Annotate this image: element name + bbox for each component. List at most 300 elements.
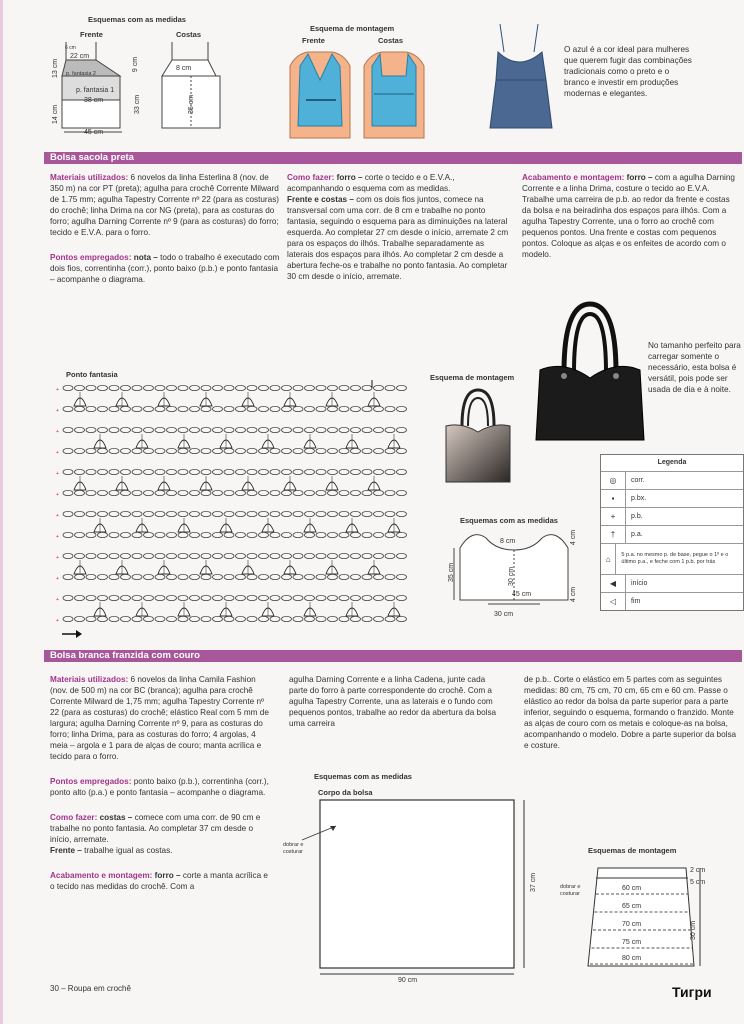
chain-stitch (305, 616, 315, 621)
legend-label: 5 p.a. no mesmo p. de base, pegue o 1º e o último p.a., e feche com 1 p.b. por trás (621, 552, 729, 565)
chain-stitch (351, 448, 361, 453)
chain-stitch (362, 574, 372, 579)
chain-stitch (144, 385, 154, 390)
chain-stitch (316, 616, 326, 621)
chain-stitch (178, 532, 188, 537)
chain-stitch (351, 553, 361, 558)
legend-symbol-icon: ◁ (601, 593, 626, 610)
chain-stitch (155, 469, 165, 474)
chain-stitch (155, 511, 165, 516)
chain-stitch (374, 574, 384, 579)
chain-stitch (121, 511, 131, 516)
section1-title: Bolsa sacola preta (44, 152, 742, 164)
chain-stitch (213, 511, 223, 516)
chain-stitch (86, 511, 96, 516)
chain-stitch (328, 616, 338, 621)
chain-stitch (155, 553, 165, 558)
legend-table (600, 454, 744, 611)
chain-stitch (339, 532, 349, 537)
chain-stitch (385, 595, 395, 600)
blue-top-caption: O azul é a cor ideal para mulheres que querem fugir das combinações tradicionais como o preto e o branco e investir em produções modernas e elegantes. (564, 45, 692, 98)
chain-stitch (224, 385, 234, 390)
chain-stitch (121, 427, 131, 432)
chain-stitch (98, 532, 108, 537)
chain-stitch (109, 553, 119, 558)
chain-stitch (213, 574, 223, 579)
chain-stitch (397, 595, 407, 600)
s2-m-30: 30 cm (690, 920, 698, 941)
chain-stitch (63, 406, 73, 411)
s2-assembly-diagram (560, 858, 740, 976)
chain-stitch (259, 532, 269, 537)
chain-stitch (316, 406, 326, 411)
tank-assembly-mannequins (286, 46, 426, 146)
chain-stitch (190, 595, 200, 600)
chain-stitch (132, 385, 142, 390)
legend-label: p.bx. (631, 495, 647, 502)
chain-stitch (155, 448, 165, 453)
chain-stitch (167, 574, 177, 579)
s2-body-diagram (280, 796, 530, 980)
chain-stitch (201, 406, 211, 411)
s2-acab-label: Acabamento e montagem: (50, 871, 153, 880)
chain-stitch (224, 427, 234, 432)
chain-stitch (86, 532, 96, 537)
chain-stitch (144, 490, 154, 495)
chain-stitch (213, 427, 223, 432)
chain-stitch (328, 406, 338, 411)
chain-stitch (316, 553, 326, 558)
chain-stitch (109, 406, 119, 411)
chain-stitch (167, 553, 177, 558)
chain-stitch (362, 448, 372, 453)
s1-pontos-label: Pontos empregados: (50, 253, 132, 262)
elastic-label: 80 cm (622, 955, 642, 962)
chain-stitch (144, 406, 154, 411)
chain-stitch (132, 511, 142, 516)
chain-stitch (247, 448, 257, 453)
chain-stitch (167, 448, 177, 453)
legend-symbol-icon: + (601, 508, 626, 525)
chain-stitch (351, 532, 361, 537)
legend-row (601, 507, 743, 525)
bm-8: 8 cm (500, 538, 516, 545)
chain-stitch (178, 427, 188, 432)
chain-stitch (155, 595, 165, 600)
chain-stitch (63, 616, 73, 621)
chain-stitch (75, 616, 85, 621)
chain-stitch (339, 427, 349, 432)
chain-stitch (282, 427, 292, 432)
chain-stitch (362, 595, 372, 600)
s1-pontos-nota: nota – (133, 253, 158, 262)
chain-stitch (63, 553, 73, 558)
chain-stitch (374, 448, 384, 453)
chain-stitch (178, 616, 188, 621)
m-14: 14 cm (52, 104, 60, 125)
chain-stitch (132, 616, 142, 621)
chain-stitch (201, 385, 211, 390)
chain-stitch (224, 595, 234, 600)
s1-como-label: Como fazer: (287, 173, 335, 182)
chain-stitch (282, 574, 292, 579)
s2-col3-text: de p.b.. Corte o elástico em 5 partes com as seguintes medidas: 80 cm, 75 cm, 70 cm, 65 cm e 60 cm. Passe o elástico ao redor da bolsa da parte superior para a parte inferior, seguindo o esquema, formando o franzido. Monte as alças de couro com os metais e coloque-as na bolsa, acompanhando o modelo. Dobre a parte superior da bolsa e costure. (524, 675, 737, 750)
chain-stitch (293, 469, 303, 474)
section2-title: Bolsa branca franzida com couro (44, 650, 742, 662)
chain-stitch (155, 490, 165, 495)
s1-como-forro: forro – (336, 173, 363, 182)
legend-symbol-icon: ▪ (601, 490, 626, 507)
chain-stitch (86, 616, 96, 621)
tank-back-label: Costas (176, 30, 202, 39)
s2-m-5: 5 cm (690, 879, 706, 886)
chain-stitch (305, 595, 315, 600)
s2-frente-label: Frente – (50, 846, 82, 855)
chain-stitch (178, 553, 188, 558)
chain-stitch (201, 553, 211, 558)
chain-stitch (385, 406, 395, 411)
s1-mat-text: 6 novelos da linha Esterlina 8 (nov. de 350 m) na cor PT (preta); agulha para crochê Corrente Milward de 1.75 mm; agulha Tapestry Corrente nº 22 (para as costuras) do crochê; linha Drima na cor NG (preta), para as costuras do forro; agulha Darning Corrente nº 9 (para as costuras) do forro; tecido e E.V.A. para o forro. (50, 173, 280, 237)
chain-stitch (351, 511, 361, 516)
tank-assembly-back: Costas (378, 36, 404, 45)
chain-stitch (98, 553, 108, 558)
chain-stitch (305, 406, 315, 411)
chain-stitch (144, 469, 154, 474)
s1-como-text1: corte o tecido e o E.V.A., acompanhando o esquema com as medidas. (287, 173, 455, 193)
chain-stitch (190, 616, 200, 621)
chain-stitch (201, 511, 211, 516)
legend-symbol-icon: † (601, 526, 626, 543)
chain-stitch (213, 448, 223, 453)
chain-stitch (362, 427, 372, 432)
chain-stitch (305, 469, 315, 474)
chain-stitch (316, 427, 326, 432)
chain-stitch (201, 595, 211, 600)
chain-stitch (190, 448, 200, 453)
chain-stitch (144, 511, 154, 516)
chain-stitch (328, 574, 338, 579)
chain-stitch (178, 511, 188, 516)
chain-stitch (397, 406, 407, 411)
legend-label: p.b. (631, 513, 643, 520)
chain-stitch (270, 469, 280, 474)
chain-stitch (213, 406, 223, 411)
m-22: 22 cm (70, 53, 90, 60)
chain-stitch (236, 595, 246, 600)
chain-stitch (397, 553, 407, 558)
legend-row (601, 471, 743, 489)
chain-stitch (339, 616, 349, 621)
chain-stitch (167, 532, 177, 537)
chain-stitch (259, 385, 269, 390)
chain-stitch (213, 469, 223, 474)
watermark: Тигри (672, 984, 712, 1000)
s1-pontos-text: todo o trabalho é executado com dois fios, correntinha (corr.), ponto baixo (p.b.) e ponto fantasia – acompanhe o diagrama. (50, 253, 280, 284)
row-marker: + (56, 534, 59, 540)
chain-stitch (224, 616, 234, 621)
chain-stitch (201, 490, 211, 495)
chain-stitch (63, 532, 73, 537)
chain-stitch (270, 595, 280, 600)
legend-symbol-icon: ⌂ (601, 544, 616, 574)
chain-stitch (282, 616, 292, 621)
m-13: 13 cm (52, 58, 60, 79)
blue-top-photo (486, 22, 556, 132)
chain-stitch (167, 427, 177, 432)
s2-assembly-title: Esquemas de montagem (588, 846, 677, 855)
chain-stitch (178, 448, 188, 453)
chain-stitch (63, 469, 73, 474)
chain-stitch (374, 385, 384, 390)
s2-mat-text: 6 novelos da linha Camila Fashion (nov. de 500 m) na cor BC (branca); agulha para crochê Corrente Milward de 1,75 mm; agulha Tapestry Corrente nº 22 (para as costuras) do crochê; elástico Real com 5 mm de largura; agulha Darning Corrente nº 9, para as costuras do forro; linha Drima, para as costuras do forro; 4 argolas, 4 meia – argola e 1 para de alças de couro; manta acrílica e tecido para o forro. (50, 675, 269, 761)
chain-stitch (270, 511, 280, 516)
chain-stitch (190, 427, 200, 432)
chain-stitch (328, 595, 338, 600)
chain-stitch (282, 553, 292, 558)
chain-stitch (224, 574, 234, 579)
chain-stitch (305, 385, 315, 390)
chain-stitch (167, 385, 177, 390)
chain-stitch (132, 427, 142, 432)
chain-stitch (293, 595, 303, 600)
chain-stitch (144, 616, 154, 621)
s2-acab-forro: forro – (154, 871, 181, 880)
elastic-label: 75 cm (622, 939, 642, 946)
chain-stitch (155, 574, 165, 579)
s2-m-90: 90 cm (398, 977, 418, 984)
bm-30v: 30 cm (508, 566, 516, 587)
chain-stitch (75, 469, 85, 474)
chain-stitch (190, 574, 200, 579)
chain-stitch (86, 406, 96, 411)
chain-stitch (316, 574, 326, 579)
chain-stitch (316, 595, 326, 600)
s2-pontos-label: Pontos empregados: (50, 777, 132, 786)
chain-stitch (397, 448, 407, 453)
legend-row (601, 525, 743, 543)
chain-stitch (293, 553, 303, 558)
legend-title: Legenda (657, 459, 687, 466)
chain-stitch (132, 448, 142, 453)
chain-stitch (63, 595, 73, 600)
chain-stitch (98, 595, 108, 600)
chain-stitch (316, 511, 326, 516)
chain-stitch (178, 469, 188, 474)
chain-stitch (339, 406, 349, 411)
chain-stitch (236, 511, 246, 516)
chain-stitch (109, 574, 119, 579)
chain-stitch (247, 490, 257, 495)
m-33: 33 cm (134, 94, 142, 115)
chain-stitch (362, 553, 372, 558)
chain-stitch (109, 532, 119, 537)
s2-corpo-label: Corpo da bolsa (318, 788, 373, 797)
chain-stitch (293, 427, 303, 432)
chain-stitch (385, 490, 395, 495)
chain-stitch (316, 385, 326, 390)
chain-stitch (362, 406, 372, 411)
page-edge (0, 0, 3, 1024)
chain-stitch (63, 448, 73, 453)
chain-stitch (293, 406, 303, 411)
chain-stitch (339, 490, 349, 495)
row-marker: + (56, 387, 59, 393)
legend-label: corr. (631, 477, 645, 484)
chain-stitch (293, 574, 303, 579)
chain-stitch (374, 427, 384, 432)
chain-stitch (339, 385, 349, 390)
page-footer: 30 – Roupa em crochê (50, 984, 131, 993)
m-6: 6 cm (65, 45, 76, 51)
chain-stitch (178, 385, 188, 390)
chain-stitch (109, 616, 119, 621)
bag-caption: No tamanho perfeito para carregar somente o necessário, esta bolsa é versátil, pois pode ser usada de dia e à noite. (648, 341, 741, 394)
chain-stitch (224, 406, 234, 411)
chain-stitch (63, 574, 73, 579)
chain-stitch (155, 616, 165, 621)
legend-symbol-icon: ◀ (601, 575, 626, 592)
section2-col1 (50, 674, 274, 900)
chain-stitch (190, 406, 200, 411)
chain-stitch (259, 574, 269, 579)
chain-stitch (270, 385, 280, 390)
chain-stitch (109, 427, 119, 432)
chain-stitch (385, 616, 395, 621)
s2-como-text: comece com uma corr. de 90 cm e trabalhe no ponto fantasia. Ao completar 37 cm desde o início, arremate. (50, 813, 261, 844)
elastic-label: 70 cm (622, 921, 642, 928)
bm-4b: 4 cm (570, 586, 578, 603)
chain-stitch (328, 427, 338, 432)
bm-4a: 4 cm (570, 529, 578, 546)
chain-stitch (374, 406, 384, 411)
chain-stitch (167, 595, 177, 600)
chain-stitch (98, 469, 108, 474)
chain-stitch (270, 490, 280, 495)
elastic-label: 60 cm (622, 885, 642, 892)
chain-stitch (75, 574, 85, 579)
chain-stitch (270, 406, 280, 411)
chain-stitch (236, 406, 246, 411)
chain-stitch (351, 427, 361, 432)
chain-stitch (259, 406, 269, 411)
tank-measures-title: Esquemas com as medidas (88, 15, 186, 24)
chain-stitch (167, 616, 177, 621)
chain-stitch (109, 595, 119, 600)
chain-stitch (351, 595, 361, 600)
chain-stitch (109, 448, 119, 453)
chain-stitch (75, 490, 85, 495)
s2-dobrar2: dobrar e costurar (560, 884, 581, 897)
chain-stitch (98, 427, 108, 432)
chain-stitch (305, 553, 315, 558)
fantasia1-label: p. fantasia 1 (76, 87, 115, 94)
chain-stitch (178, 574, 188, 579)
s2-m-2: 2 cm (690, 867, 706, 874)
chain-stitch (75, 553, 85, 558)
bag-assembly-sketch (442, 386, 514, 484)
chain-stitch (224, 448, 234, 453)
chain-stitch (270, 448, 280, 453)
chain-stitch (144, 448, 154, 453)
chain-stitch (397, 490, 407, 495)
m-45: 45 cm (84, 129, 104, 136)
chain-stitch (98, 616, 108, 621)
s2-acab-text: corte a manta acrílica e o tecido nas medidas do crochê. Com a (50, 871, 268, 891)
chain-stitch (339, 595, 349, 600)
s2-pontos-text: ponto baixo (p.b.), correntinha (corr.), ponto alto (p.a.) e ponto fantasia – acompanhe o diagrama. (50, 777, 269, 797)
chain-stitch (144, 553, 154, 558)
chain-stitch (213, 616, 223, 621)
chain-stitch (339, 448, 349, 453)
chain-stitch (144, 595, 154, 600)
chain-stitch (362, 511, 372, 516)
chain-stitch (75, 532, 85, 537)
section1-col2 (287, 172, 509, 290)
chain-stitch (328, 553, 338, 558)
s2-m-37: 37 cm (530, 872, 538, 893)
chain-stitch (270, 574, 280, 579)
chain-stitch (190, 553, 200, 558)
chain-stitch (351, 385, 361, 390)
s1-acab-forro: forro – (626, 173, 653, 182)
chain-stitch (236, 448, 246, 453)
chain-stitch (282, 448, 292, 453)
section2-col3 (524, 674, 740, 759)
chain-stitch (259, 511, 269, 516)
row-marker: + (56, 555, 59, 561)
chain-stitch (178, 406, 188, 411)
chain-stitch (213, 595, 223, 600)
chain-stitch (109, 469, 119, 474)
chain-stitch (247, 616, 257, 621)
chain-stitch (178, 595, 188, 600)
chain-stitch (132, 406, 142, 411)
chain-stitch (351, 469, 361, 474)
chain-stitch (121, 553, 131, 558)
chain-stitch (351, 490, 361, 495)
chain-stitch (293, 511, 303, 516)
s2-dobrar: dobrar e costurar (283, 842, 304, 855)
s1-fc-text: com os dois fios juntos, comece na transversal com uma corr. de 8 cm e trabalhe no ponto fantasia, seguindo o esquema para as diminuições na lateral esquerda. Ao completar 27 cm desde o início, arremate 2 cm para os espaços do ilhós. Trabalhe separadamente as laterais dos espaços para ilhós. Ao completar 2 cm desde a abertura feche-os e trabalhe no ponto fantasia. Ao completar 30 cm desde o início, arremate. (287, 195, 509, 281)
chain-stitch (63, 385, 73, 390)
chain-stitch (374, 490, 384, 495)
chain-stitch (259, 595, 269, 600)
chain-stitch (236, 616, 246, 621)
legend-label: fim (631, 598, 641, 605)
legend-label: p.a. (631, 531, 643, 538)
black-bag-photo (534, 300, 646, 448)
s2-col2-text: agulha Darning Corrente e a linha Cadena, junte cada parte do forro à parte correspondente do crochê. Com a agulha Tapestry Corrente, una as laterais e o fundo com pequenos pontos, trabalhe ao redor da abertura da bolsa uma carreira (289, 675, 497, 728)
chain-stitch (144, 532, 154, 537)
s2-como-costas: costas – (99, 813, 133, 822)
chain-stitch (362, 490, 372, 495)
chain-stitch (236, 385, 246, 390)
chain-stitch (259, 490, 269, 495)
chain-stitch (63, 427, 73, 432)
chain-stitch (167, 511, 177, 516)
chain-stitch (63, 490, 73, 495)
chain-stitch (98, 385, 108, 390)
row-marker: + (56, 471, 59, 477)
chain-stitch (98, 406, 108, 411)
m-35: 35 cm (188, 94, 196, 115)
chain-stitch (374, 595, 384, 600)
chain-stitch (75, 406, 85, 411)
chain-stitch (305, 574, 315, 579)
chain-stitch (397, 511, 407, 516)
legend-row (601, 489, 743, 507)
chain-stitch (201, 469, 211, 474)
